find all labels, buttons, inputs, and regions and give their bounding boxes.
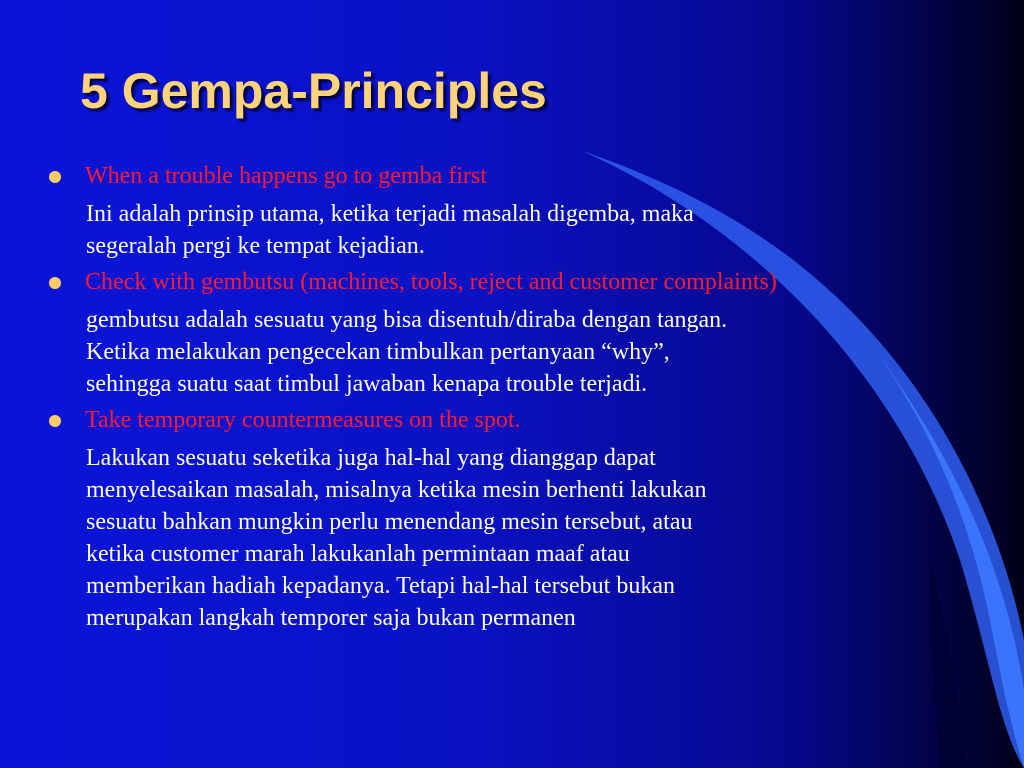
bullet-heading — [40, 160, 940, 192]
bullet-heading-text: When a trouble happens go to gemba first — [85, 163, 487, 189]
bullet-heading-text: Check with gembutsu (machines, tools, reject and customer complaints) — [85, 269, 777, 295]
bullet-heading — [40, 404, 940, 436]
principle-item — [40, 266, 940, 400]
slide-title: 5 Gempa-Principles — [80, 63, 547, 119]
bullet-heading-text: Take temporary countermeasures on the spot. — [85, 407, 521, 433]
principle-item — [40, 160, 940, 262]
bullet-dot-icon — [49, 171, 61, 183]
bullet-dot-icon — [49, 415, 61, 427]
bullet-body-text: gembutsu adalah sesuatu yang bisa disentuh/diraba dengan tangan. Ketika melakukan pengecekan timbulkan pertanyaan “why”, sehingga suatu saat timbul jawaban kenapa trouble terjadi. — [86, 307, 728, 397]
bullet-dot-icon — [49, 277, 61, 289]
principle-item — [40, 404, 940, 634]
bullet-body-text: Lakukan sesuatu seketika juga hal-hal yang dianggap dapat menyelesaikan masalah, misalnya ketika mesin berhenti lakukan sesuatu bahkan mungkin perlu menendang mesin tersebut, atau ketika customer marah lakukanlah permintaan maaf atau memberikan hadiah kepadanya. Tetapi hal-hal tersebut bukan merupakan langkah temporer saja bukan permanen — [86, 445, 707, 631]
bullet-heading — [40, 266, 940, 298]
bullet-body-text: Ini adalah prinsip utama, ketika terjadi masalah digemba, maka segeralah pergi ke tempat kejadian. — [86, 201, 694, 259]
slide-content — [40, 160, 940, 638]
